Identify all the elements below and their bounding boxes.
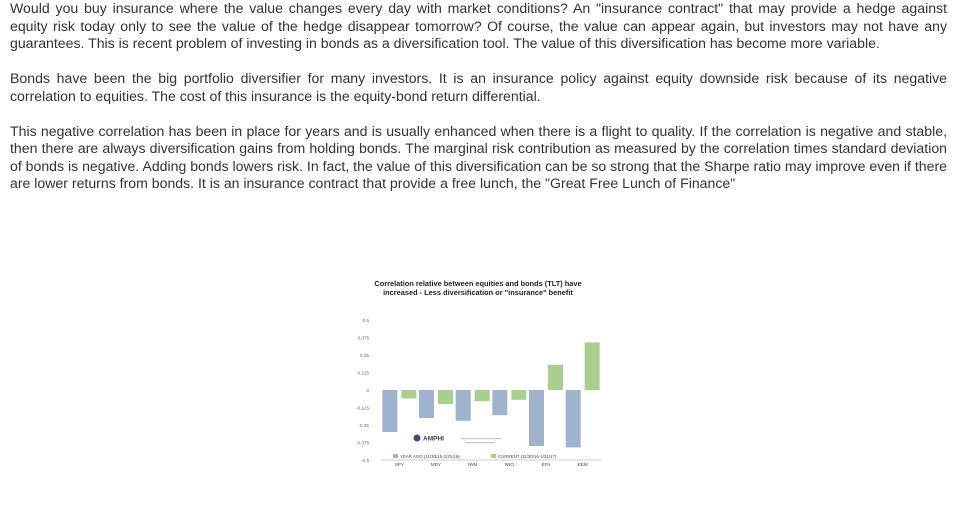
bar — [529, 390, 544, 446]
chart-title: Correlation relative between equities and bonds (TLT) have increased - Less diversification or "insurance" benefit — [374, 279, 582, 297]
article-body — [10, 0, 947, 193]
correlation-chart — [343, 277, 608, 473]
bar — [492, 390, 507, 415]
y-tick-label: 0.125 — [357, 370, 369, 376]
bar — [585, 342, 600, 390]
bar — [566, 390, 581, 447]
y-tick-label: 0 — [366, 388, 369, 393]
legend-swatch — [491, 454, 496, 458]
y-tick-label: 0.375 — [357, 335, 369, 341]
y-tick-label: -0.375 — [355, 440, 369, 446]
logo-fineprint — [465, 442, 495, 443]
y-tick-label: 0.5 — [362, 318, 369, 323]
bar — [456, 390, 471, 421]
x-tick-label: EEM — [577, 462, 588, 467]
chart-canvas — [343, 277, 608, 473]
bar — [511, 390, 526, 400]
amphi-logo-icon — [414, 435, 421, 442]
x-tick-label: IWO — [504, 462, 514, 467]
logo-fineprint — [461, 438, 501, 439]
bar — [401, 390, 416, 398]
x-tick-label: SPY — [394, 462, 404, 467]
paragraph: This negative correlation has been in place for years and is usually enhanced when there is a flight to quality. If the correlation is negative and stable, then there are always diversification gains from holding bonds. The marginal risk contribution as measured by the correlation times standard deviation of bonds is negative. Adding bonds lowers risk. In fact, the value of this diversification can be so strong that the Sharpe ratio may improve even if there are lower returns from bonds. It is an insurance contract that provide a free lunch, the "Great Free Lunch of Finance" — [10, 122, 947, 191]
bar — [438, 390, 453, 404]
amphi-logo-text: AMPHI — [423, 435, 444, 443]
y-tick-label: -0.125 — [355, 405, 369, 411]
y-tick-label: -0.25 — [358, 423, 369, 428]
x-tick-label: EFA — [541, 462, 551, 467]
bar — [475, 390, 490, 401]
legend-label: CURRENT (11/30/16-1/31/17) — [498, 454, 557, 459]
paragraph: Would you buy insurance where the value changes every day with market conditions? An "insurance contract" that may provide a hedge against equity risk today only to see the value of the hedge disappear tomorrow? Of course, the value can appear again, but investors may not have any guarantees. This is recent problem of investing in bonds as a diversification tool. The value of this diversification has become more variable. — [10, 0, 947, 51]
legend-swatch — [393, 454, 398, 458]
bar — [382, 390, 397, 432]
paragraph: Bonds have been the big portfolio diversifier for many investors. It is an insurance policy against equity downside risk because of its negative correlation to equities. The cost of this insurance is the equity-bond return differential. — [10, 70, 947, 104]
legend-label: YEAR AGO (11/30/15-1/31/16) — [400, 454, 460, 459]
bar — [419, 390, 434, 418]
bar — [548, 365, 563, 390]
x-tick-label: MDY — [430, 462, 442, 467]
y-tick-label: 0.25 — [360, 353, 369, 358]
y-tick-label: -0.5 — [361, 458, 369, 463]
x-tick-label: IWM — [467, 462, 478, 467]
